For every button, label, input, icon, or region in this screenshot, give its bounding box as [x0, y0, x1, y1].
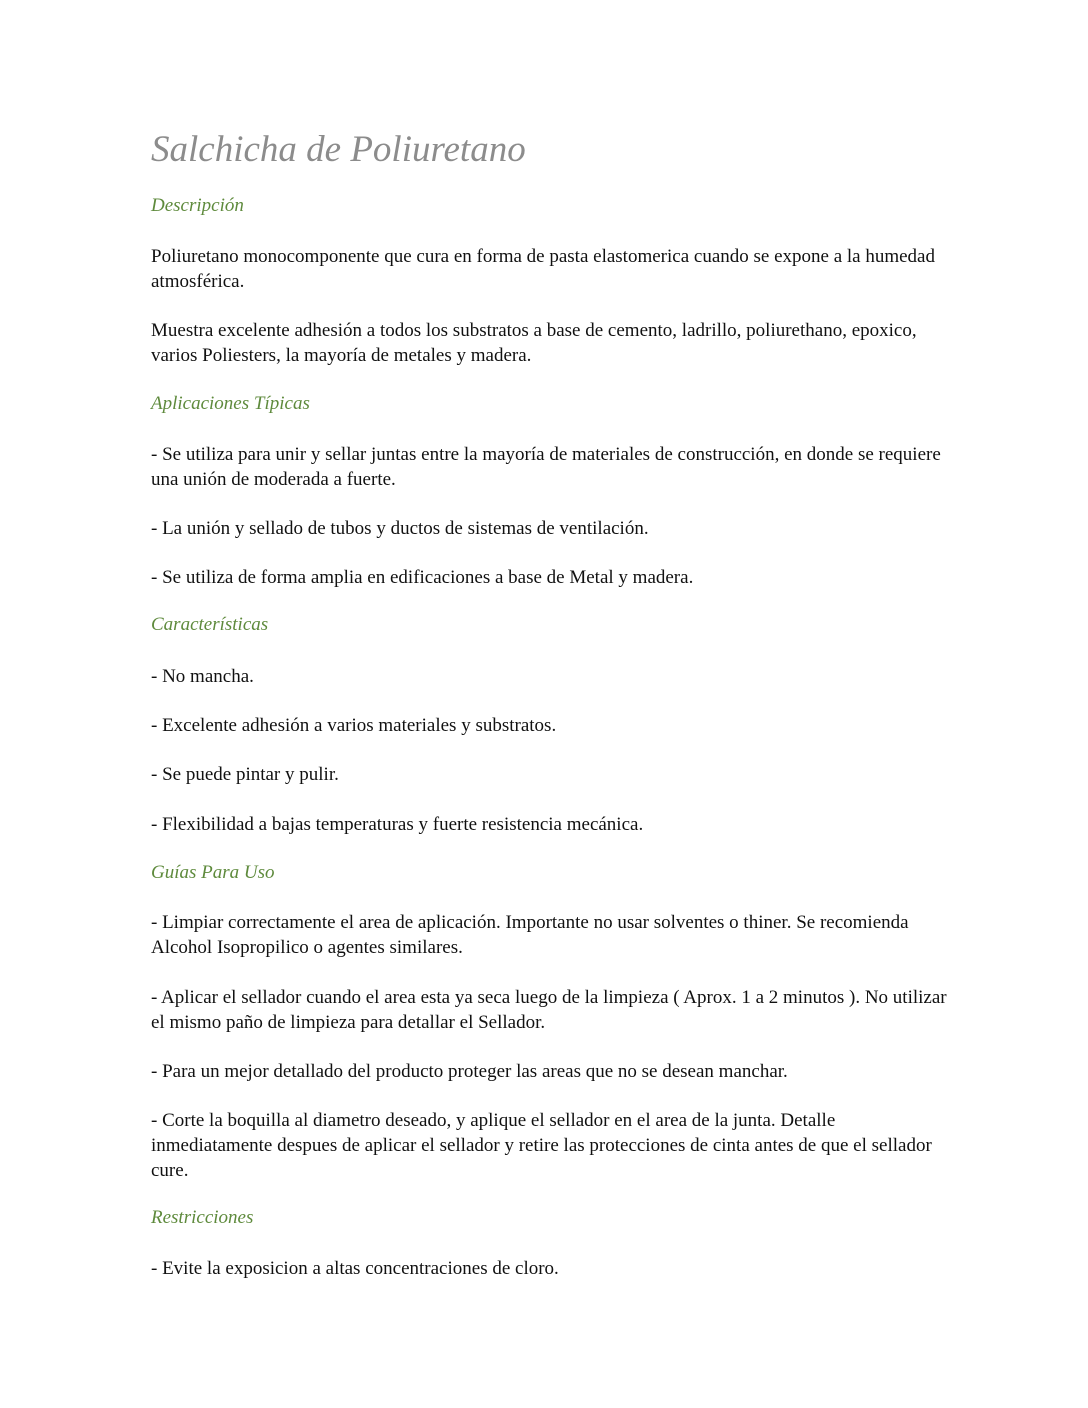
list-item: - Flexibilidad a bajas temperaturas y fuerte resistencia mecánica.	[151, 814, 644, 835]
heading-aplicaciones: Aplicaciones Típicas	[151, 393, 310, 414]
list-item: - Corte la boquilla al diametro deseado, y aplique el sellador en el area de la junta. Detalle inmediatamente despues de aplicar el sellador y retire las protecciones de cinta antes de que el sellador cure.	[151, 1110, 932, 1181]
list-item: - Limpiar correctamente el area de aplicación. Importante no usar solventes o thiner. Se recomienda Alcohol Isopropilico o agentes similares.	[151, 912, 909, 958]
list-item: - Evite la exposicion a altas concentraciones de cloro.	[151, 1258, 559, 1279]
list-item: - Excelente adhesión a varios materiales y substratos.	[151, 715, 557, 736]
paragraph: Poliuretano monocomponente que cura en forma de pasta elastomerica cuando se expone a la humedad atmosférica.	[151, 246, 935, 292]
list-item: - Se utiliza para unir y sellar juntas entre la mayoría de materiales de construcción, en donde se requiere una unión de moderada a fuerte.	[151, 444, 941, 490]
paragraph: Muestra excelente adhesión a todos los substratos a base de cemento, ladrillo, poliurethano, epoxico, varios Poliesters, la mayoría de metales y madera.	[151, 320, 917, 366]
heading-guias: Guías Para Uso	[151, 862, 275, 883]
heading-descripcion: Descripción	[151, 195, 244, 216]
list-item: - Se utiliza de forma amplia en edificaciones a base de Metal y madera.	[151, 567, 694, 588]
list-item: - Se puede pintar y pulir.	[151, 764, 339, 785]
heading-caracteristicas: Características	[151, 614, 269, 635]
list-item: - Aplicar el sellador cuando el area esta ya seca luego de la limpieza ( Aprox. 1 a 2 minutos ). No utilizar el mismo paño de limpieza para detallar el Sellador.	[151, 987, 947, 1033]
heading-restricciones: Restricciones	[151, 1207, 254, 1228]
list-item: - No mancha.	[151, 666, 254, 687]
list-item: - La unión y sellado de tubos y ductos de sistemas de ventilación.	[151, 518, 649, 539]
document-title: Salchicha de Poliuretano	[151, 129, 526, 170]
list-item: - Para un mejor detallado del producto proteger las areas que no se desean manchar.	[151, 1061, 788, 1082]
